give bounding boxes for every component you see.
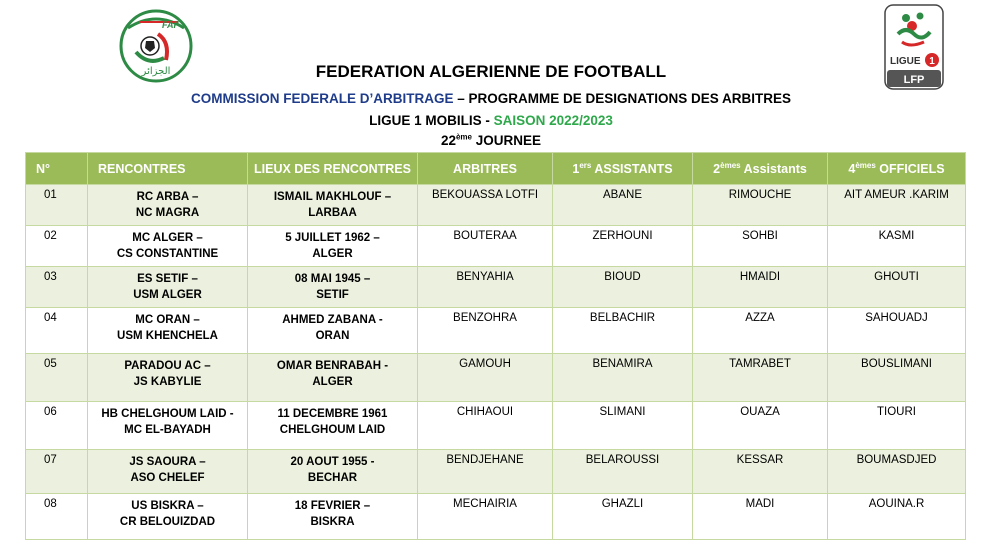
venue-stadium: 11 DECEMBRE 1961	[277, 408, 388, 420]
league-season-line	[0, 113, 982, 128]
table-row	[26, 267, 966, 308]
officiels-sup: èmes	[855, 160, 876, 170]
home-team: MC ALGER –	[132, 232, 203, 244]
home-team: MC ORAN –	[135, 314, 200, 326]
referee: BENZOHRA	[418, 308, 553, 354]
venue-city: LARBAA	[308, 207, 357, 219]
referee: BEKOUASSA LOTFI	[418, 185, 553, 226]
away-team: CS CONSTANTINE	[116, 248, 219, 260]
first-assistant: BELBACHIR	[553, 308, 693, 354]
home-team: RC ARBA –	[136, 191, 199, 203]
match-teams	[88, 354, 248, 402]
match-venue	[248, 450, 418, 494]
match-teams	[88, 267, 248, 308]
svg-text:LIGUE: LIGUE	[890, 56, 921, 67]
referee: GAMOUH	[418, 354, 553, 402]
fourth-official: KASMI	[828, 226, 966, 267]
referee: MECHAIRIA	[418, 494, 553, 540]
match-number: 01	[26, 185, 88, 226]
match-teams	[88, 308, 248, 354]
officiels-word: OFFICIELS	[875, 161, 945, 176]
venue-stadium: ISMAIL MAKHLOUF –	[273, 191, 392, 203]
col-header-arbitres: ARBITRES	[418, 153, 553, 185]
match-venue	[248, 494, 418, 540]
venue-city: BECHAR	[307, 472, 358, 484]
second-assistant: KESSAR	[693, 450, 828, 494]
home-team: PARADOU AC –	[124, 360, 211, 372]
match-teams	[88, 450, 248, 494]
commission-line	[0, 91, 982, 106]
fourth-official: GHOUTI	[828, 267, 966, 308]
svg-text:FAF: FAF	[162, 20, 179, 30]
home-team: JS SAOURA –	[129, 456, 206, 468]
venue-city: ALGER	[312, 376, 353, 388]
venue-city: ALGER	[312, 248, 353, 260]
match-venue	[248, 354, 418, 402]
col-header-assistants2	[693, 153, 828, 185]
venue-city: ORAN	[315, 330, 350, 342]
match-number: 02	[26, 226, 88, 267]
match-number: 04	[26, 308, 88, 354]
federation-title: FEDERATION ALGERIENNE DE FOOTBALL	[315, 62, 667, 81]
table-row	[26, 354, 966, 402]
match-venue	[248, 185, 418, 226]
col-header-lieux: LIEUX DES RENCONTRES	[248, 153, 418, 185]
col-header-num: N°	[26, 153, 88, 185]
fourth-official: SAHOUADJ	[828, 308, 966, 354]
fourth-official: AIT AMEUR .KARIM	[828, 185, 966, 226]
second-assistant: OUAZA	[693, 402, 828, 450]
fourth-official: BOUMASDJED	[828, 450, 966, 494]
first-assistant: ABANE	[553, 185, 693, 226]
table-header-row	[26, 153, 966, 185]
referee: BENDJEHANE	[418, 450, 553, 494]
venue-city: CHELGHOUM LAID	[279, 424, 386, 436]
home-team: ES SETIF –	[137, 273, 198, 285]
away-team: ASO CHELEF	[130, 472, 205, 484]
away-team: CR BELOUIZDAD	[119, 516, 216, 528]
match-teams	[88, 226, 248, 267]
svg-text:1: 1	[929, 56, 935, 67]
assistants1-sup: ers	[579, 160, 592, 170]
match-number: 07	[26, 450, 88, 494]
assistants2-sup: èmes	[720, 160, 741, 170]
assistants1-word: ASSISTANTS	[591, 161, 673, 176]
referee: BENYAHIA	[418, 267, 553, 308]
second-assistant: SOHBI	[693, 226, 828, 267]
table-row	[26, 494, 966, 540]
fourth-official: AOUINA.R	[828, 494, 966, 540]
designations-table	[25, 152, 966, 540]
assistants2-word: Assistants	[740, 161, 807, 176]
journee-suffix: ème	[455, 132, 472, 142]
svg-text:الجزائر: الجزائر	[141, 66, 171, 77]
fourth-official: TIOURI	[828, 402, 966, 450]
table-row	[26, 402, 966, 450]
away-team: USM KHENCHELA	[117, 330, 218, 342]
venue-stadium: 18 FEVRIER –	[294, 500, 371, 512]
second-assistant: MADI	[693, 494, 828, 540]
first-assistant: SLIMANI	[553, 402, 693, 450]
assistants1-pre: 1	[572, 161, 580, 176]
commission-name: COMMISSION FEDERALE D’ARBITRAGE	[190, 91, 454, 106]
match-teams	[88, 185, 248, 226]
match-number: 06	[26, 402, 88, 450]
league-name: LIGUE 1 MOBILIS -	[369, 113, 494, 128]
first-assistant: BIOUD	[553, 267, 693, 308]
venue-stadium: 08 MAI 1945 –	[294, 273, 371, 285]
second-assistant: AZZA	[693, 308, 828, 354]
venue-stadium: 20 AOUT 1955 -	[290, 456, 375, 468]
match-number: 05	[26, 354, 88, 402]
first-assistant: ZERHOUNI	[553, 226, 693, 267]
officiels-pre: 4	[848, 161, 856, 176]
table-row	[26, 185, 966, 226]
match-venue	[248, 308, 418, 354]
venue-city: SETIF	[316, 289, 349, 301]
svg-text:LFP: LFP	[903, 74, 925, 86]
referee: CHIHAOUI	[418, 402, 553, 450]
journee-number: 22	[440, 133, 456, 148]
col-header-rencontres: RENCONTRES	[88, 153, 248, 185]
away-team: JS KABYLIE	[133, 376, 202, 388]
first-assistant: BENAMIRA	[553, 354, 693, 402]
home-team: US BISKRA –	[131, 500, 204, 512]
away-team: NC MAGRA	[135, 207, 200, 219]
second-assistant: TAMRABET	[693, 354, 828, 402]
away-team: MC EL-BAYADH	[124, 424, 211, 436]
season-label: SAISON 2022/2023	[493, 113, 613, 128]
match-venue	[248, 226, 418, 267]
table-row	[26, 226, 966, 267]
match-number: 08	[26, 494, 88, 540]
venue-city: BISKRA	[310, 516, 355, 528]
second-assistant: HMAIDI	[693, 267, 828, 308]
col-header-officiels	[828, 153, 966, 185]
match-venue	[248, 402, 418, 450]
table-row	[26, 450, 966, 494]
venue-stadium: 5 JUILLET 1962 –	[285, 232, 380, 244]
second-assistant: RIMOUCHE	[693, 185, 828, 226]
referee: BOUTERAA	[418, 226, 553, 267]
fourth-official: BOUSLIMANI	[828, 354, 966, 402]
match-venue	[248, 267, 418, 308]
away-team: USM ALGER	[133, 289, 202, 301]
match-number: 03	[26, 267, 88, 308]
journee-word: JOURNEE	[472, 133, 542, 148]
programme-text: – PROGRAMME DE DESIGNATIONS DES ARBITRES	[453, 91, 792, 106]
match-teams	[88, 402, 248, 450]
match-teams	[88, 494, 248, 540]
assistants2-pre: 2	[713, 161, 721, 176]
venue-stadium: OMAR BENRABAH -	[276, 360, 389, 372]
table-row	[26, 308, 966, 354]
journee-line	[0, 133, 982, 148]
first-assistant: GHAZLI	[553, 494, 693, 540]
home-team: HB CHELGHOUM LAID -	[101, 408, 234, 420]
venue-stadium: AHMED ZABANA -	[282, 314, 383, 326]
col-header-assistants1	[553, 153, 693, 185]
first-assistant: BELAROUSSI	[553, 450, 693, 494]
